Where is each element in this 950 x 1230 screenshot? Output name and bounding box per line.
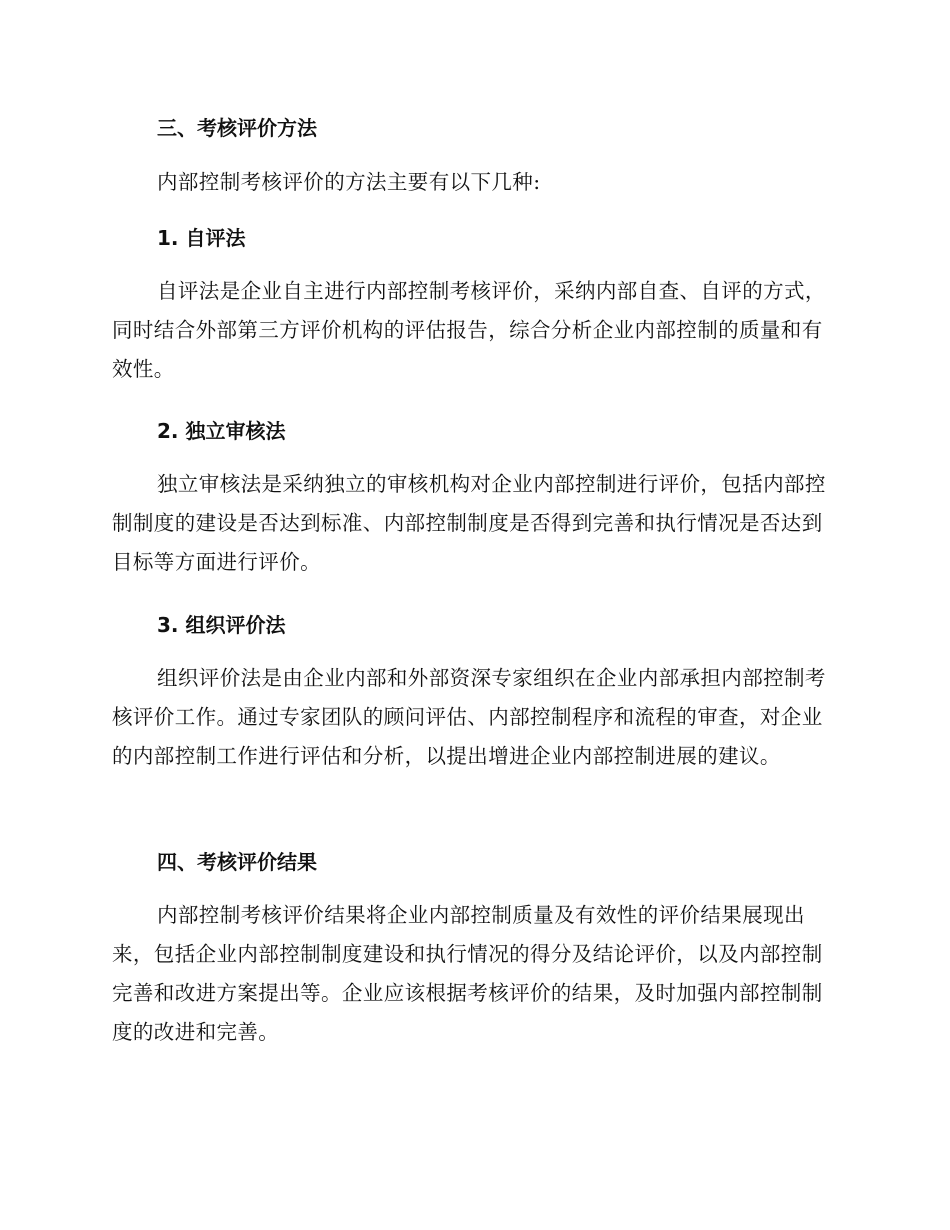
method-paragraph-organizational-evaluation: 组织评价法是由企业内部和外部资深专家组织在企业内部承担内部控制考核评价工作。通过专家团队的顾问评估、内部控制程序和流程的审查，对企业的内部控制工作进行评估和分析，以提出增进企业内部控制进展的建议。 [112,666,826,768]
method-heading-self-assessment: 1. 自评法 [157,226,246,250]
intro-paragraph: 内部控制考核评价的方法主要有以下几种: [157,170,541,194]
section-heading: 三、考核评价方法 [157,116,317,140]
section-heading: 四、考核评价结果 [157,850,317,874]
method-heading-independent-audit: 2. 独立审核法 [157,419,286,443]
method-paragraph-independent-audit: 独立审核法是采纳独立的审核机构对企业内部控制进行评价，包括内部控制制度的建设是否达到标准、内部控制制度是否得到完善和执行情况是否达到目标等方面进行评价。 [112,472,826,574]
results-paragraph: 内部控制考核评价结果将企业内部控制质量及有效性的评价结果展现出来，包括企业内部控制制度建设和执行情况的得分及结论评价，以及内部控制完善和改进方案提出等。企业应该根据考核评价的结果，及时加强内部控制制度的改进和完善。 [112,903,823,1044]
method-heading-organizational-evaluation: 3. 组织评价法 [157,613,286,637]
method-paragraph-self-assessment: 自评法是企业自主进行内部控制考核评价，采纳内部自查、自评的方式，同时结合外部第三方评价机构的评估报告，综合分析企业内部控制的质量和有效性。 [112,279,826,381]
